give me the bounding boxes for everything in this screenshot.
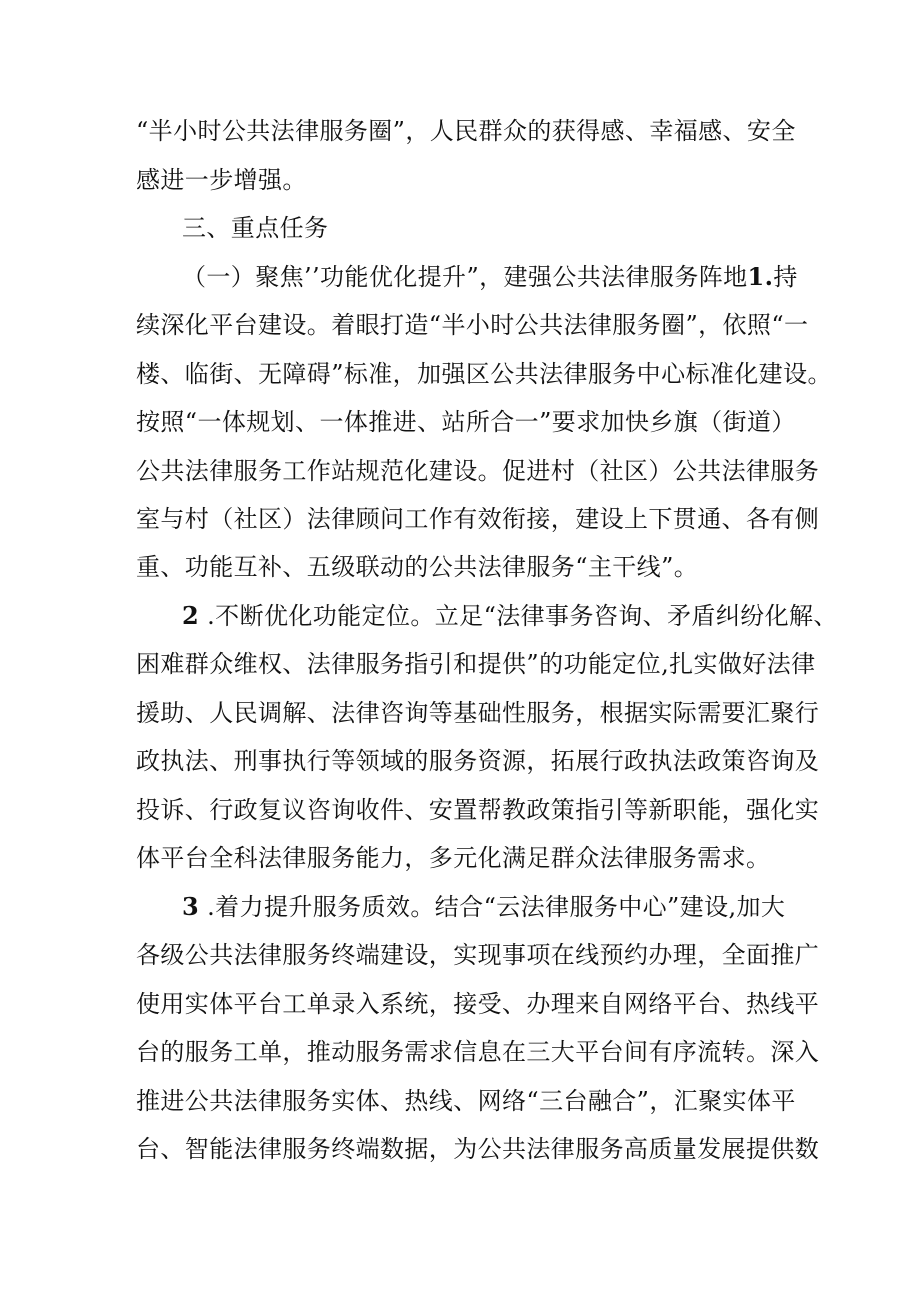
section-heading: 三、重点任务 [182,214,329,242]
item-number: 2 [182,601,200,630]
paragraph-line: 重、功能互补、五级联动的公共法律服务“主干线”。 [136,553,699,581]
paragraph-line: 投诉、行政复议咨询收件、安置帮教政策指引等新职能，强化实 [136,796,820,824]
item-text: .着力提升服务质效。结合“云法律服务中心”建设,加大 [207,893,786,921]
item-number: 3 [182,892,200,921]
item-text: .不断优化功能定位。立足“法律事务咨询、矛盾纠纷化解、 [207,602,838,630]
item-3-first-line [182,892,842,922]
paragraph-line: 续深化平台建设。着眼打造“半小时公共法律服务圈”，依照“一 [136,311,809,339]
paragraph-line: 各级公共法律服务终端建设，实现事项在线预约办理，全面推广 [136,941,820,969]
paragraph-line: 按照“一体规划、一体推进、站所合一”要求加快乡旗（街道） [136,408,796,436]
paragraph-line: 政执法、刑事执行等领域的服务资源，拓展行政执法政策咨询及 [136,747,820,775]
paragraph-line: 公共法律服务工作站规范化建设。促进村（社区）公共法律服务 [136,457,820,485]
item-text: 持 [773,263,798,291]
paragraph-line: 台、智能法律服务终端数据，为公共法律服务高质量发展提供数 [136,1135,820,1163]
subsection-title: （一）聚焦’’功能优化提升”，建强公共法律服务阵地 [182,263,748,291]
subsection-heading [182,262,842,292]
paragraph-line: 室与村（社区）法律顾问工作有效衔接，建设上下贯通、各有侧 [136,505,820,533]
paragraph-line: 推进公共法律服务实体、热线、网络“三台融合”，汇聚实体平 [136,1087,796,1115]
paragraph-line: 体平台全科法律服务能力，多元化满足群众法律服务需求。 [136,844,771,872]
paragraph-line: 援助、人民调解、法律咨询等基础性服务，根据实际需要汇聚行 [136,699,820,727]
item-number: 1. [747,262,774,291]
item-2-first-line [182,601,842,631]
paragraph-line: 使用实体平台工单录入系统，接受、办理来自网络平台、热线平 [136,990,820,1018]
paragraph-line: “半小时公共法律服务圈”，人民群众的获得感、幸福感、安全 [136,117,796,145]
paragraph-line: 台的服务工单，推动服务需求信息在三大平台间有序流转。深入 [136,1038,820,1066]
paragraph-line: 困难群众维权、法律服务指引和提供”的功能定位,扎实做好法律 [136,650,816,678]
paragraph-line: 楼、临街、无障碍”标准，加强区公共法律服务中心标准化建设。 [136,360,832,388]
paragraph-line: 感进一步增强。 [136,166,307,194]
